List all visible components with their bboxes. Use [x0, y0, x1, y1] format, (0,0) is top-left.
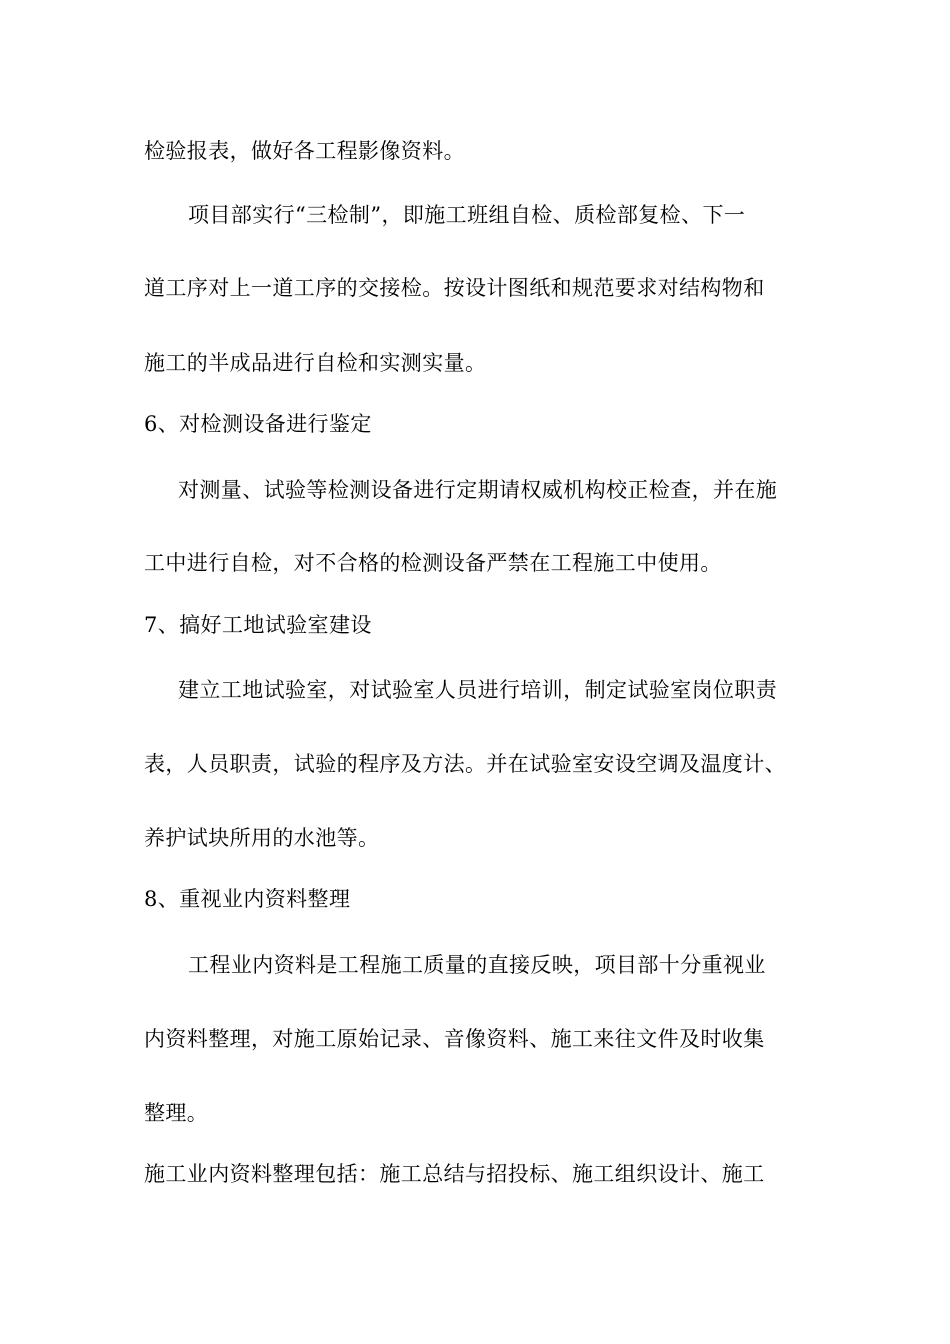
section-heading-7: 7、搞好工地试验室建设 [144, 613, 372, 637]
paragraph-line-10: 工程业内资料是工程施工质量的直接反映，项目部十分重视业 [188, 953, 766, 977]
paragraph-line-5: 对测量、试验等检测设备进行定期请权威机构校正检查，并在施 [178, 478, 778, 502]
paragraph-line-2: 项目部实行“三检制”，即施工班组自检、质检部复检、下一 [188, 203, 746, 227]
section-heading-8: 8、重视业内资料整理 [144, 887, 351, 911]
paragraph-line-11: 内资料整理，对施工原始记录、音像资料、施工来往文件及时收集 [144, 1027, 765, 1051]
paragraph-line-12: 整理。 [144, 1101, 209, 1125]
paragraph-line-3: 道工序对上一道工序的交接检。按设计图纸和规范要求对结构物和 [144, 276, 765, 300]
paragraph-line-6: 工中进行自检，对不合格的检测设备严禁在工程施工中使用。 [144, 551, 722, 575]
paragraph-line-9: 养护试块所用的水池等。 [144, 826, 380, 850]
section-heading-6: 6、对检测设备进行鉴定 [144, 412, 372, 436]
paragraph-line-13: 施工业内资料整理包括：施工总结与招投标、施工组织设计、施工 [144, 1162, 765, 1186]
paragraph-line-7: 建立工地试验室，对试验室人员进行培训，制定试验室岗位职责 [178, 678, 778, 702]
paragraph-line-1: 检验报表，做好各工程影像资料。 [144, 139, 465, 163]
paragraph-line-8: 表，人员职责，试验的程序及方法。并在试验室安设空调及温度计、 [144, 752, 786, 776]
paragraph-line-4: 施工的半成品进行自检和实测实量。 [144, 351, 487, 375]
